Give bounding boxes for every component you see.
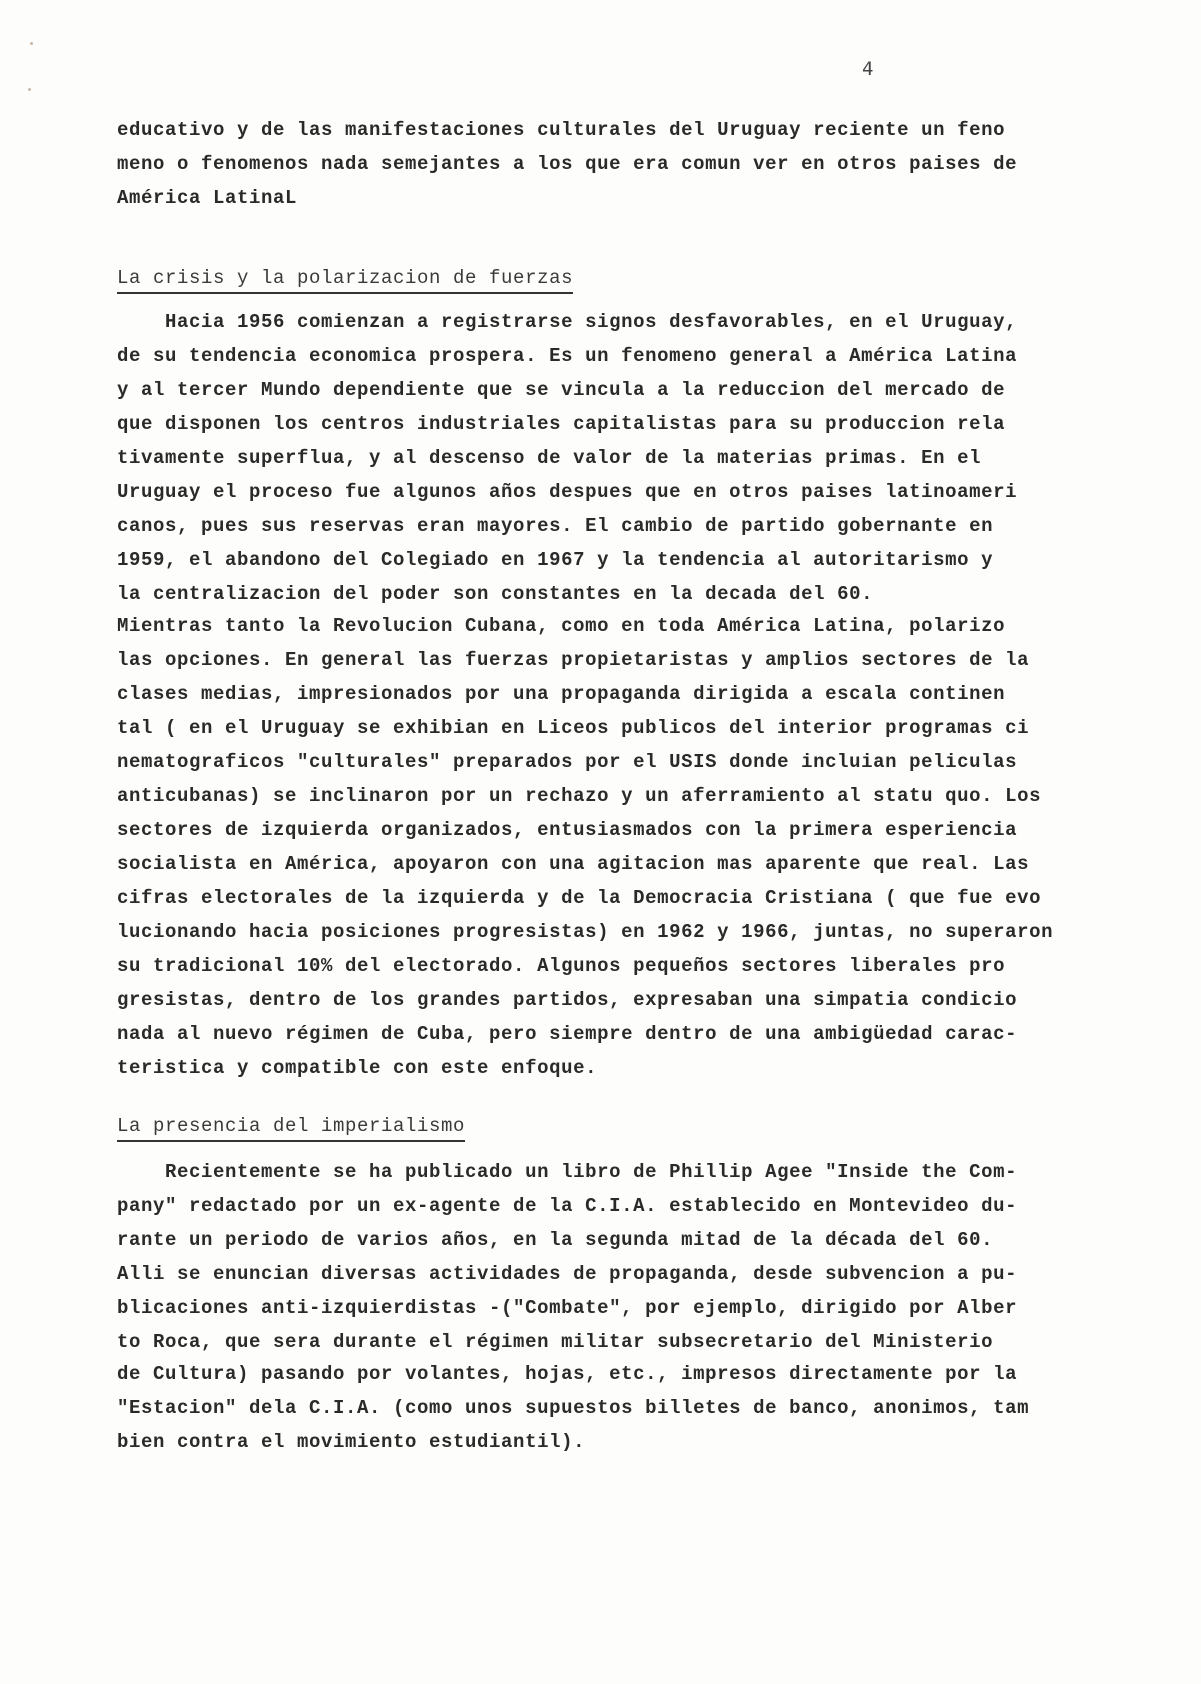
- page-number: 4: [862, 58, 874, 80]
- body-line: Uruguay el proceso fue algunos años despues que en otros paises latinoameri: [117, 481, 1018, 503]
- paper-speck: [30, 42, 33, 45]
- body-line: tivamente superflua, y al descenso de valor de la materias primas. En el: [117, 447, 982, 469]
- body-line: canos, pues sus reservas eran mayores. El cambio de partido gobernante en: [117, 515, 994, 537]
- body-line: y al tercer Mundo dependiente que se vincula a la reduccion del mercado de: [117, 379, 1006, 401]
- section-heading: La crisis y la polarizacion de fuerzas: [117, 266, 573, 294]
- body-line: Alli se enuncian diversas actividades de propaganda, desde subvencion a pu-: [117, 1263, 1018, 1285]
- body-line: Hacia 1956 comienzan a registrarse signos desfavorables, en el Uruguay,: [117, 311, 1018, 333]
- body-line: meno o fenomenos nada semejantes a los que era comun ver en otros paises de: [117, 153, 1018, 175]
- paper-speck: [28, 88, 31, 91]
- body-line: de su tendencia economica prospera. Es un fenomeno general a América Latina: [117, 345, 1018, 367]
- body-line: Mientras tanto la Revolucion Cubana, como en toda América Latina, polarizo: [117, 615, 1006, 637]
- body-line: 1959, el abandono del Colegiado en 1967 y la tendencia al autoritarismo y: [117, 549, 994, 571]
- body-line: blicaciones anti-izquierdistas -("Combate", por ejemplo, dirigido por Alber: [117, 1297, 1018, 1319]
- body-line: la centralizacion del poder son constantes en la decada del 60.: [117, 583, 874, 605]
- body-line: bien contra el movimiento estudiantil).: [117, 1431, 586, 1453]
- body-line: de Cultura) pasando por volantes, hojas, etc., impresos directamente por la: [117, 1363, 1018, 1385]
- body-line: nematograficos "culturales" preparados por el USIS donde incluian peliculas: [117, 751, 1018, 773]
- section-heading: La presencia del imperialismo: [117, 1114, 465, 1142]
- body-line: socialista en América, apoyaron con una agitacion mas aparente que real. Las: [117, 853, 1030, 875]
- body-line: pany" redactado por un ex-agente de la C.I.A. establecido en Montevideo du-: [117, 1195, 1018, 1217]
- body-line: teristica y compatible con este enfoque.: [117, 1057, 598, 1079]
- body-line: nada al nuevo régimen de Cuba, pero siempre dentro de una ambigüedad carac-: [117, 1023, 1018, 1045]
- body-line: Recientemente se ha publicado un libro de Phillip Agee "Inside the Com-: [117, 1161, 1018, 1183]
- body-line: "Estacion" dela C.I.A. (como unos supuestos billetes de banco, anonimos, tam: [117, 1397, 1030, 1419]
- body-line: sectores de izquierda organizados, entusiasmados con la primera esperiencia: [117, 819, 1018, 841]
- body-line: que disponen los centros industriales capitalistas para su produccion rela: [117, 413, 1006, 435]
- body-line: to Roca, que sera durante el régimen militar subsecretario del Ministerio: [117, 1331, 994, 1353]
- body-line: su tradicional 10% del electorado. Algunos pequeños sectores liberales pro: [117, 955, 1006, 977]
- body-line: rante un periodo de varios años, en la segunda mitad de la década del 60.: [117, 1229, 994, 1251]
- body-line: las opciones. En general las fuerzas propietaristas y amplios sectores de la: [117, 649, 1030, 671]
- body-line: anticubanas) se inclinaron por un rechazo y un aferramiento al statu quo. Los: [117, 785, 1042, 807]
- body-line: gresistas, dentro de los grandes partidos, expresaban una simpatia condicio: [117, 989, 1018, 1011]
- body-line: educativo y de las manifestaciones culturales del Uruguay reciente un feno: [117, 119, 1006, 141]
- body-line: América LatinaL: [117, 187, 298, 209]
- body-line: cifras electorales de la izquierda y de la Democracia Cristiana ( que fue evo: [117, 887, 1042, 909]
- body-line: tal ( en el Uruguay se exhibian en Liceos publicos del interior programas ci: [117, 717, 1030, 739]
- body-line: clases medias, impresionados por una propaganda dirigida a escala continen: [117, 683, 1006, 705]
- body-line: lucionando hacia posiciones progresistas) en 1962 y 1966, juntas, no superaron: [117, 921, 1054, 943]
